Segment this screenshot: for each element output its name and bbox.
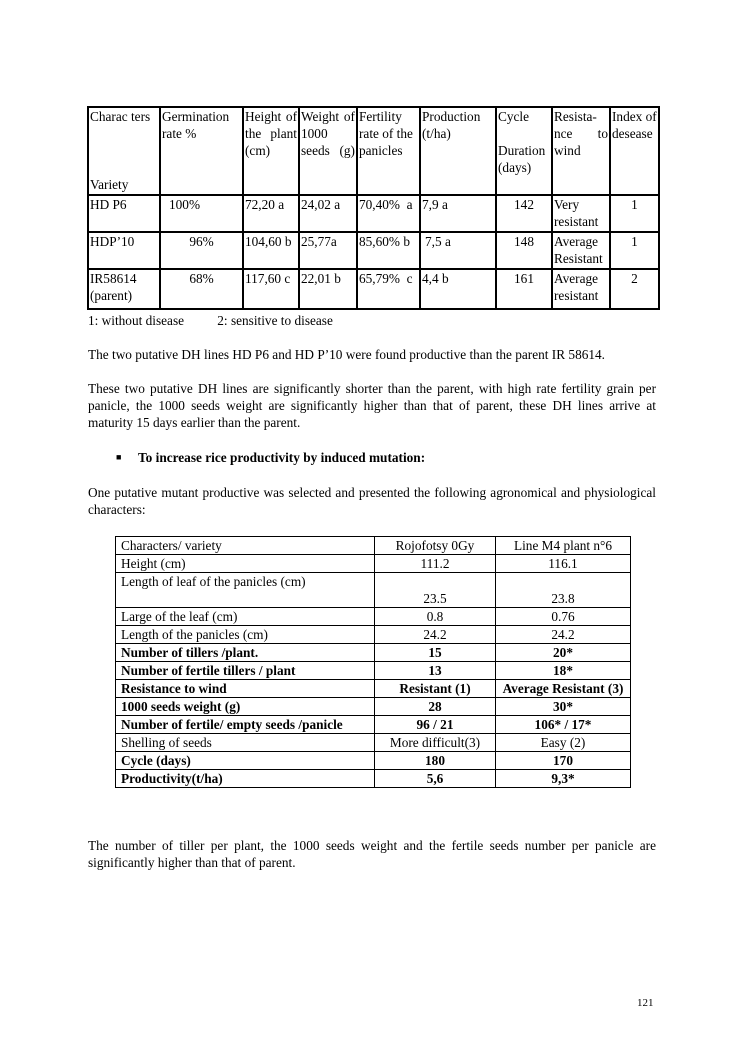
cell-fertility: 65,79% c xyxy=(357,269,420,309)
cell-character: Shelling of seeds xyxy=(116,734,375,752)
table-row xyxy=(116,752,631,770)
cell-cycle: 161 xyxy=(496,269,552,309)
cell-character: Resistance to wind xyxy=(116,680,375,698)
cell-line-m4: 20* xyxy=(496,644,631,662)
cell-character: Large of the leaf (cm) xyxy=(116,608,375,626)
cell-line-m4: 116.1 xyxy=(496,555,631,573)
bullet-heading-text: To increase rice productivity by induced mutation: xyxy=(138,450,426,465)
cell-character: Number of fertile/ empty seeds /panicle xyxy=(116,716,375,734)
cell-resistance: Average resistant xyxy=(552,269,610,309)
paragraph: One putative mutant productive was selected and presented the following agronomical and physiological characters: xyxy=(88,485,656,517)
cell-index: 1 xyxy=(610,232,659,269)
table-row xyxy=(116,555,631,573)
cell-germination: 96% xyxy=(160,232,243,269)
legend-item: 2: sensitive to disease xyxy=(217,313,333,328)
cell-production: 7,5 a xyxy=(420,232,496,269)
header-cycle xyxy=(496,107,552,195)
header-germination: Germination rate % xyxy=(160,107,243,195)
table-row xyxy=(116,644,631,662)
header-characters-variety xyxy=(88,107,160,195)
cell-rojofotsy: 5,6 xyxy=(375,770,496,788)
cell-line-m4: 0.76 xyxy=(496,608,631,626)
header-rojofotsy: Rojofotsy 0Gy xyxy=(375,537,496,555)
table-row xyxy=(116,716,631,734)
cell-cycle: 148 xyxy=(496,232,552,269)
table-row xyxy=(116,626,631,644)
cell-resistance: Very resistant xyxy=(552,195,610,232)
cell-height: 72,20 a xyxy=(243,195,299,232)
cell-fertility: 70,40% a xyxy=(357,195,420,232)
cell-resistance: Average Resistant xyxy=(552,232,610,269)
cell-weight: 24,02 a xyxy=(299,195,357,232)
cell-variety: HDP’10 xyxy=(88,232,160,269)
header-index: Index of desease xyxy=(610,107,659,195)
paragraph: These two putative DH lines are significantly shorter than the parent, with high rate fertility grain per panicle, the 1000 seeds weight are significantly higher than that of parent, these DH lines arrive at maturity 15 days earlier than the parent. xyxy=(88,381,656,430)
cell-character: Number of fertile tillers / plant xyxy=(116,662,375,680)
table-row xyxy=(116,734,631,752)
cell-rojofotsy: 0.8 xyxy=(375,608,496,626)
cell-character: Productivity(t/ha) xyxy=(116,770,375,788)
cell-character: Cycle (days) xyxy=(116,752,375,770)
dh-lines-table xyxy=(87,106,660,310)
cell-rojofotsy: More difficult(3) xyxy=(375,734,496,752)
table-legend xyxy=(88,312,648,329)
cell-line-m4: 30* xyxy=(496,698,631,716)
table-row xyxy=(116,573,631,608)
table-row xyxy=(116,662,631,680)
cell-character: Number of tillers /plant. xyxy=(116,644,375,662)
page-number: 121 xyxy=(637,997,654,1009)
cell-character: Length of leaf of the panicles (cm) xyxy=(116,573,375,608)
header-height: Height of the plant (cm) xyxy=(243,107,299,195)
cell-character: Height (cm) xyxy=(116,555,375,573)
cell-cycle: 142 xyxy=(496,195,552,232)
header-resistance: Resista- nce to wind xyxy=(552,107,610,195)
table-row xyxy=(88,195,659,232)
cell-index: 1 xyxy=(610,195,659,232)
cell-rojofotsy: 111.2 xyxy=(375,555,496,573)
cell-line-m4: 23.8 xyxy=(496,573,631,608)
header-cycle-label: Cycle xyxy=(498,109,530,124)
cell-rojofotsy: 13 xyxy=(375,662,496,680)
cell-variety: IR58614 (parent) xyxy=(88,269,160,309)
cell-production: 4,4 b xyxy=(420,269,496,309)
table-row xyxy=(116,608,631,626)
cell-height: 104,60 b xyxy=(243,232,299,269)
legend-item: 1: without disease xyxy=(88,313,185,328)
cell-line-m4: 9,3* xyxy=(496,770,631,788)
header-cycle-duration: Duration (days) xyxy=(498,143,546,175)
paragraph: The number of tiller per plant, the 1000 seeds weight and the fertile seeds number per panicle are significantly higher than that of parent. xyxy=(88,838,656,870)
cell-weight: 25,77a xyxy=(299,232,357,269)
cell-rojofotsy: 15 xyxy=(375,644,496,662)
cell-line-m4: 170 xyxy=(496,752,631,770)
cell-rojofotsy: Resistant (1) xyxy=(375,680,496,698)
cell-line-m4: Easy (2) xyxy=(496,734,631,752)
header-line-m4: Line M4 plant n°6 xyxy=(496,537,631,555)
cell-weight: 22,01 b xyxy=(299,269,357,309)
cell-rojofotsy: 96 / 21 xyxy=(375,716,496,734)
cell-line-m4: 18* xyxy=(496,662,631,680)
header-variety: Variety xyxy=(90,177,129,192)
cell-rojofotsy: 180 xyxy=(375,752,496,770)
header-characters: Charac ters xyxy=(90,109,151,124)
cell-index: 2 xyxy=(610,269,659,309)
header-production: Production (t/ha) xyxy=(420,107,496,195)
cell-germination: 100% xyxy=(160,195,243,232)
cell-character: Length of the panicles (cm) xyxy=(116,626,375,644)
cell-rojofotsy: 28 xyxy=(375,698,496,716)
paragraph: The two putative DH lines HD P6 and HD P’10 were found productive than the parent IR 58614. xyxy=(88,347,605,362)
table-row xyxy=(88,232,659,269)
table-header-row xyxy=(88,107,659,195)
cell-rojofotsy: 24.2 xyxy=(375,626,496,644)
cell-variety: HD P6 xyxy=(88,195,160,232)
table-row xyxy=(116,698,631,716)
bullet-heading xyxy=(116,449,425,466)
header-weight: Weight of 1000 seeds (g) xyxy=(299,107,357,195)
cell-germination: 68% xyxy=(160,269,243,309)
cell-production: 7,9 a xyxy=(420,195,496,232)
table-row xyxy=(116,680,631,698)
cell-height: 117,60 c xyxy=(243,269,299,309)
cell-line-m4: Average Resistant (3) xyxy=(496,680,631,698)
square-bullet-icon: ■ xyxy=(116,452,122,462)
cell-rojofotsy: 23.5 xyxy=(375,573,496,608)
cell-character: 1000 seeds weight (g) xyxy=(116,698,375,716)
mutant-characters-table xyxy=(115,536,631,788)
table-row xyxy=(116,770,631,788)
cell-line-m4: 106* / 17* xyxy=(496,716,631,734)
table-header-row xyxy=(116,537,631,555)
cell-fertility: 85,60% b xyxy=(357,232,420,269)
table-row xyxy=(88,269,659,309)
cell-line-m4: 24.2 xyxy=(496,626,631,644)
header-character: Characters/ variety xyxy=(116,537,375,555)
header-fertility: Fertility rate of the panicles xyxy=(357,107,420,195)
